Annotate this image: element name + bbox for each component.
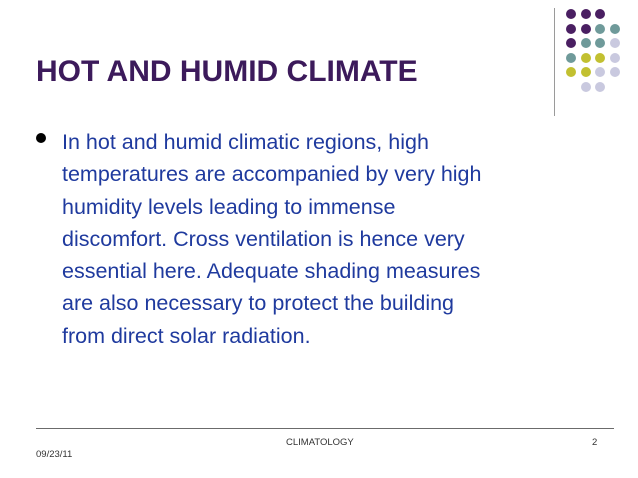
decorative-dot [566,38,576,48]
footer-date: 09/23/11 [36,449,73,460]
decorative-dot [566,24,576,34]
decorative-dot [581,24,591,34]
decorative-dot [595,24,605,34]
bullet-line: In hot and humid climatic regions, high [62,130,429,154]
decorative-dot [581,38,591,48]
decorative-dot [581,53,591,63]
decorative-dot [595,9,605,19]
decorative-dot [610,53,620,63]
decorative-dot [595,53,605,63]
decorative-dot [595,38,605,48]
bullet-icon [36,133,46,143]
decorative-dot [566,9,576,19]
decorative-dot-grid [566,9,638,109]
bullet-line: from direct solar radiation. [62,323,311,348]
footer-divider [36,428,614,429]
decorative-dot [566,53,576,63]
bullet-line: essential here. Adequate shading measures [62,259,481,284]
bullet-line: temperatures are accompanied by very high [62,162,482,187]
decorative-dot [581,67,591,77]
bullet-line: are also necessary to protect the building [62,291,455,316]
bullet-text [62,126,596,352]
footer-title: CLIMATOLOGY [286,437,354,448]
bullet-line: discomfort. Cross ventilation is hence very [62,226,465,251]
decorative-dot [610,67,620,77]
decorative-dot [610,24,620,34]
decorative-dot [581,9,591,19]
slide-title: HOT AND HUMID CLIMATE [36,55,418,88]
decorative-dot [566,67,576,77]
footer-page-number: 2 [592,437,598,448]
bullet-line: humidity levels leading to immense [62,194,396,219]
decorative-dot [581,82,591,92]
decorative-dot [595,67,605,77]
decorative-dot [595,82,605,92]
title-divider-vertical [554,8,555,116]
decorative-dot [610,38,620,48]
